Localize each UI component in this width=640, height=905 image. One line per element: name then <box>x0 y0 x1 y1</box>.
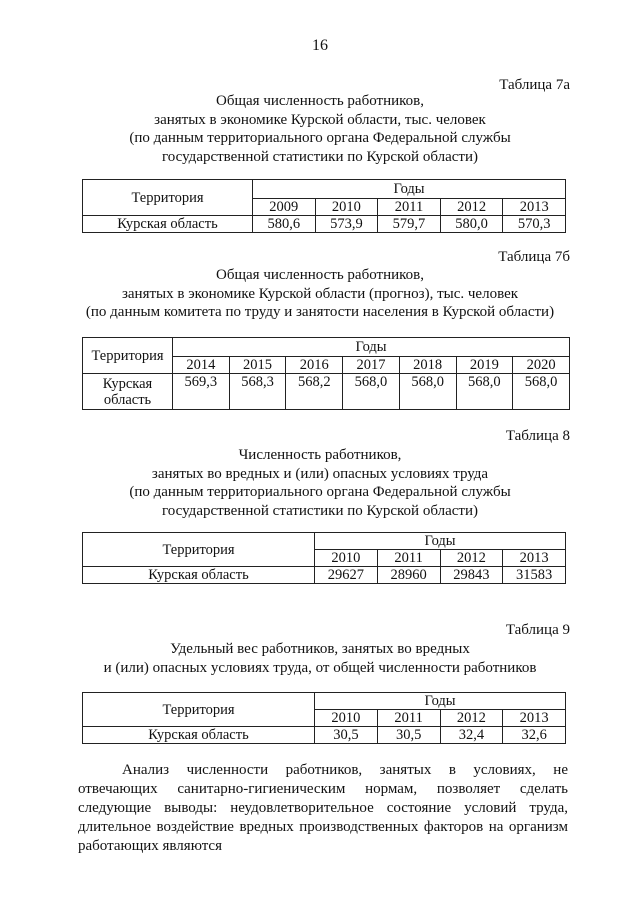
year-cell: 2020 <box>513 357 570 374</box>
territory-cell: Курская область <box>83 727 315 744</box>
table-8 <box>82 532 566 584</box>
year-cell: 2016 <box>286 357 343 374</box>
value-cell: 32,6 <box>503 727 566 744</box>
year-cell: 2011 <box>378 199 441 216</box>
caption-line: (по данным территориального органа Федеральной службы <box>129 484 511 500</box>
value-cell: 29843 <box>440 567 503 584</box>
value-cell: 568,2 <box>286 374 343 410</box>
table-7a <box>82 179 566 233</box>
table-row <box>83 567 566 584</box>
caption-line: (по данным комитета по труду и занятости населения в Курской области) <box>85 304 555 320</box>
year-cell: 2014 <box>173 357 230 374</box>
table-8-caption <box>0 446 640 520</box>
value-cell: 29627 <box>315 567 378 584</box>
value-cell: 30,5 <box>377 727 440 744</box>
year-cell: 2018 <box>399 357 456 374</box>
value-cell: 568,0 <box>399 374 456 410</box>
header-territory: Территория <box>83 533 315 567</box>
value-cell: 568,0 <box>513 374 570 410</box>
year-cell: 2010 <box>315 710 378 727</box>
table-7b-caption <box>0 266 640 322</box>
value-cell: 580,6 <box>253 216 316 233</box>
table-row <box>83 727 566 744</box>
value-cell: 570,3 <box>503 216 566 233</box>
year-cell: 2015 <box>229 357 286 374</box>
table-8-label: Таблица 8 <box>505 428 570 444</box>
header-territory: Территория <box>83 180 253 216</box>
year-cell: 2019 <box>456 357 513 374</box>
value-cell: 568,3 <box>229 374 286 410</box>
header-years: Годы <box>173 338 570 357</box>
header-territory: Территория <box>83 338 173 374</box>
year-cell: 2013 <box>503 550 566 567</box>
paragraph-text: Анализ численности работников, занятых в условиях, не отвечающих санитарно-гигиеническим нормам, позволяет сделать следующие выводы: неудовлетворительное состояние условий труда, длительное воздействие вредных производственных факторов на организм работающих являются <box>78 762 568 854</box>
value-cell: 568,0 <box>343 374 400 410</box>
year-cell: 2012 <box>440 550 503 567</box>
value-cell: 30,5 <box>315 727 378 744</box>
value-cell: 31583 <box>503 567 566 584</box>
table-9 <box>82 692 566 744</box>
caption-line: государственной статистики по Курской области) <box>162 148 478 165</box>
year-cell: 2010 <box>315 550 378 567</box>
table-9-caption <box>0 640 640 677</box>
year-cell: 2009 <box>253 199 316 216</box>
year-cell: 2013 <box>503 199 566 216</box>
territory-cell <box>83 374 173 410</box>
value-cell: 569,3 <box>173 374 230 410</box>
table-row <box>83 216 566 233</box>
value-cell: 28960 <box>377 567 440 584</box>
territory-line: область <box>103 391 152 408</box>
header-years: Годы <box>315 693 566 710</box>
value-cell: 579,7 <box>378 216 441 233</box>
caption-line: Общая численность работников, <box>216 267 424 283</box>
caption-line: занятых в экономике Курской области, тыс. человек <box>154 111 486 128</box>
year-cell: 2012 <box>440 199 503 216</box>
page-number: 16 <box>312 37 328 54</box>
table-9-label: Таблица 9 <box>505 622 570 638</box>
year-cell: 2010 <box>315 199 378 216</box>
territory-line: Курская <box>102 375 153 392</box>
year-cell: 2011 <box>377 550 440 567</box>
value-cell: 573,9 <box>315 216 378 233</box>
year-cell: 2012 <box>440 710 503 727</box>
year-cell: 2011 <box>377 710 440 727</box>
caption-line: (по данным территориального органа Федеральной службы <box>129 130 511 146</box>
caption-line: занятых в экономике Курской области (прогноз), тыс. человек <box>121 285 519 302</box>
header-years: Годы <box>253 180 566 199</box>
body-paragraph <box>78 761 568 856</box>
table-row <box>83 374 570 410</box>
territory-cell: Курская область <box>83 567 315 584</box>
table-7a-label: Таблица 7а <box>499 77 570 93</box>
caption-line: Удельный вес работников, занятых во вредных <box>170 641 470 657</box>
header-territory: Территория <box>83 693 315 727</box>
value-cell: 580,0 <box>440 216 503 233</box>
table-7b <box>82 337 570 410</box>
caption-line: Численность работников, <box>238 447 402 463</box>
territory-cell: Курская область <box>83 216 253 233</box>
caption-line: занятых во вредных и (или) опасных условиях труда <box>151 465 489 482</box>
caption-line: и (или) опасных условиях труда, от общей численности работников <box>103 659 537 676</box>
year-cell: 2013 <box>503 710 566 727</box>
table-7b-label: Таблица 7б <box>498 249 570 265</box>
caption-line: Общая численность работников, <box>216 93 424 109</box>
value-cell: 568,0 <box>456 374 513 410</box>
caption-line: государственной статистики по Курской области) <box>162 502 478 519</box>
table-7a-caption <box>0 92 640 166</box>
header-years: Годы <box>315 533 566 550</box>
value-cell: 32,4 <box>440 727 503 744</box>
year-cell: 2017 <box>343 357 400 374</box>
